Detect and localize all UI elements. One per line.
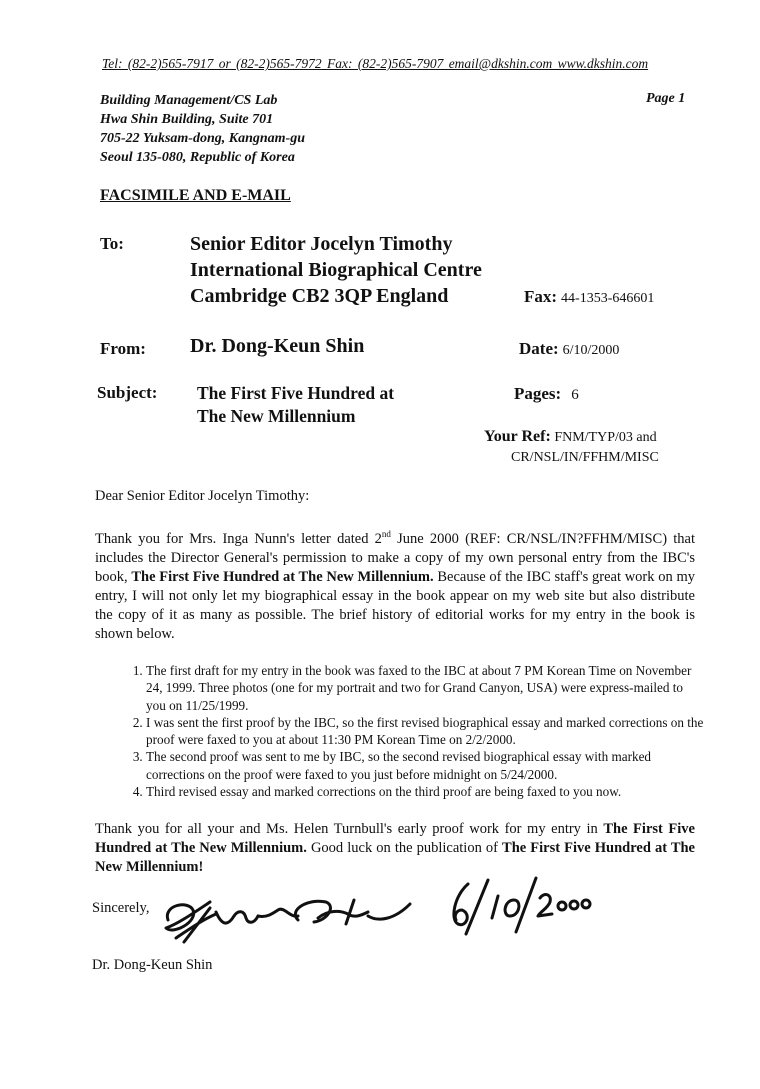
your-ref-field [484,427,659,468]
recipient-line: International Biographical Centre [190,259,482,281]
address-line: Building Management/CS Lab [100,93,278,108]
date-value: 6/10/2000 [562,343,620,358]
document-type-heading: FACSIMILE AND E-MAIL [100,187,291,204]
editorial-history-list [110,662,706,800]
fax-field [524,287,654,307]
address-line: Seoul 135-080, Republic of Korea [100,150,295,165]
paragraph-text: Thank you for Mrs. Inga Nunn's letter dated 2 [95,531,382,547]
list-item: 2. I was sent the first proof by the IBC, so the first revised biographical essay and marked corrections on the proof were faxed to you at about 11:30 PM Korean Time on 2/2/2000. [146,714,706,749]
sender-address [100,91,305,167]
list-item: 3. The second proof was sent to me by IBC, so the second revised biographical essay with marked corrections on the proof were faxed to you just before midnight on 5/24/2000. [146,748,706,783]
subject-block [197,382,394,428]
recipient-line: Senior Editor Jocelyn Timothy [190,233,453,255]
to-label: To: [100,234,124,253]
signature [158,880,418,950]
fax-label: Fax: [524,287,558,306]
list-item: 1. The first draft for my entry in the book was faxed to the IBC at about 7 PM Korean Time on November 24, 1999. Three photos (one for my portrait and two for Grand Canyon, USA) were express-mailed to you on 11/25/1999. [146,662,706,714]
body-paragraph [95,820,695,877]
page-number: Page 1 [646,91,686,106]
closing: Sincerely, [92,900,150,916]
subject-line: The New Millennium [197,406,356,426]
fax-value: 44-1353-646601 [561,291,655,306]
from-label: From: [100,339,146,358]
book-title: The First Five Hundred at The New Millennium. [131,569,434,585]
paragraph-text: June 2000 (REF: CR/NSL/IN?FFHM/MISC) that includes the Director General's permission to make a copy of my own personal entry from the IBC's book, [95,531,695,585]
paragraph-text: Good luck on the publication of [306,840,503,856]
body-paragraph [95,530,695,644]
book-title: The First Five Hundred at The New Millennium! [95,840,695,875]
date-field [519,339,619,359]
signer-name: Dr. Dong-Keun Shin [92,957,213,973]
paragraph-text: Thank you for all your and Ms. Helen Turnbull's early proof work for my entry in [95,821,604,837]
list-item: 4. Third revised essay and marked corrections on the third proof are being faxed to you now. [146,783,706,800]
your-ref-value: FNM/TYP/03 and [554,430,657,445]
your-ref-label: Your Ref: [484,428,551,445]
pages-value: 6 [571,387,579,403]
pages-label: Pages: [514,384,562,403]
salutation: Dear Senior Editor Jocelyn Timothy: [95,488,310,504]
address-line: 705-22 Yuksam-dong, Kangnam-gu [100,131,305,146]
handwritten-date [440,872,600,942]
ordinal-suffix: nd [381,529,391,540]
subject-label: Subject: [97,383,158,402]
pages-field [514,384,579,404]
your-ref-value-line2: CR/NSL/IN/FFHM/MISC [511,450,659,465]
book-title: The First Five Hundred at The New Millennium. [95,821,695,856]
from-value: Dr. Dong-Keun Shin [190,335,365,357]
contact-line: Tel: (82-2)565-7917 or (82-2)565-7972 Fax: (82-2)565-7907 email@dkshin.com www.dkshin.com [102,56,649,71]
address-line: Hwa Shin Building, Suite 701 [100,112,274,127]
date-label: Date: [519,339,559,358]
subject-line: The First Five Hundred at [197,383,395,403]
paragraph-text: Because of the IBC staff's great work on my entry, I will not only let my biographical essay in the book appear on my web site but also distribute the copy of it as many as possible. The brief history of editorial works for my entry in the book is shown below. [95,569,695,642]
recipient-line: Cambridge CB2 3QP England [190,285,449,307]
recipient-block [190,231,482,309]
